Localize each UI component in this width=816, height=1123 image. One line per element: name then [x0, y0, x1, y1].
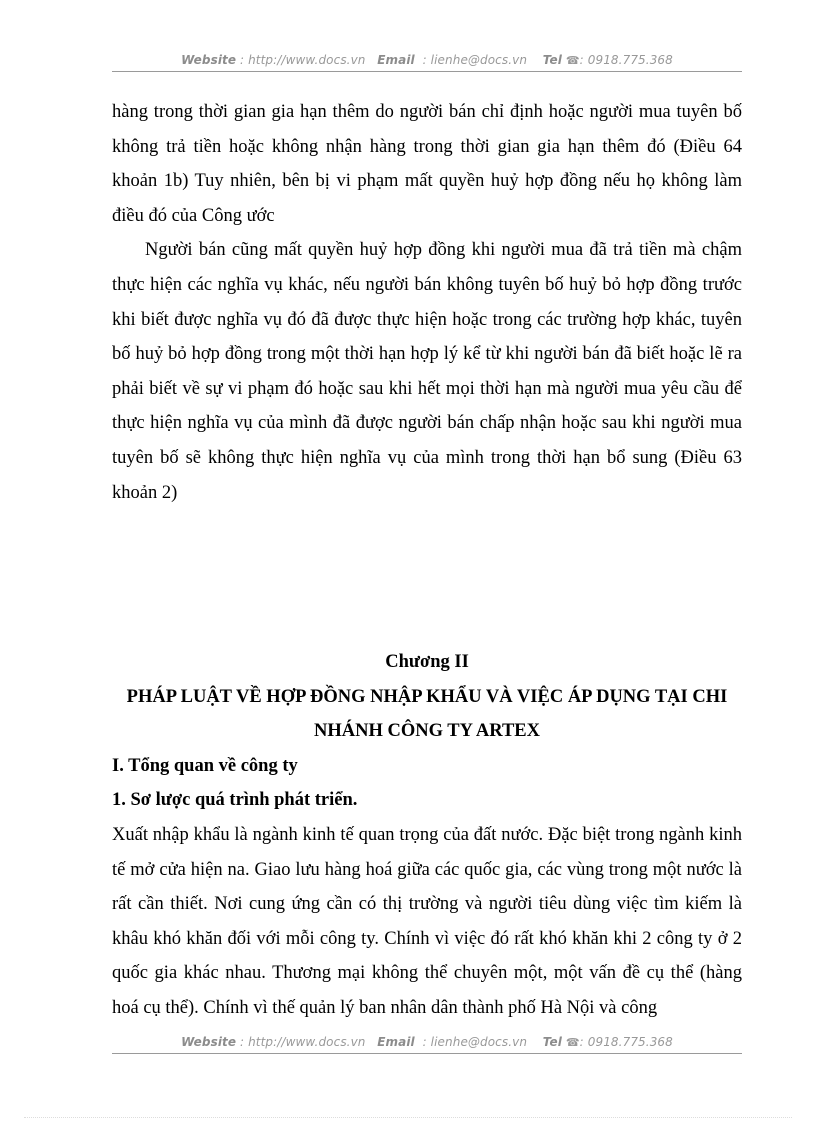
page-footer	[112, 1035, 742, 1049]
footer-email-link[interactable]: : lienhe@docs.vn	[422, 1035, 528, 1049]
paragraph-3: Xuất nhập khẩu là ngành kinh tế quan trọng của đất nước. Đặc biệt trong ngành kinh tế mở cửa hiện na. Giao lưu hàng hoá giữa các quốc gia, các vùng trong một nước là rất cần thiết. Nơi cung ứng cần có thị trường và người tiêu dùng việc tìm kiếm là khâu khó khăn đối với mỗi công ty. Chính vì việc đó rất khó khăn khi 2 công ty ở 2 quốc gia khác nhau. Thương mại không thể chuyên một, một vấn đề cụ thể (hàng hoá cụ thể). Chính vì thế quản lý ban nhân dân thành phố Hà Nội và công	[112, 824, 742, 1018]
chapter-number: Chương II	[385, 652, 469, 672]
footer-website-link[interactable]: : http://www.docs.vn	[240, 1035, 366, 1049]
header-email-link[interactable]: : lienhe@docs.vn	[422, 53, 528, 67]
chapter-block	[112, 645, 742, 1026]
footer-website-label: Website	[181, 1035, 237, 1049]
paragraph-2: Người bán cũng mất quyền huỷ hợp đồng khi người mua đã trả tiền mà chậm thực hiện các nghĩa vụ khác, nếu người bán không tuyên bố huỷ bỏ hợp đồng trước khi biết được nghĩa vụ đó đã được thực hiện hoặc trong các trường hợp khác, tuyên bố huỷ bỏ hợp đồng trong một thời hạn hợp lý kể từ khi người bán đã biết hoặc lẽ ra phải biết về sự vi phạm đó hoặc sau khi hết mọi thời hạn mà người mua yêu cầu để thực hiện nghĩa vụ của mình đã được người bán chấp nhận hoặc sau khi người mua tuyên bố sẽ không thực hiện nghĩa vụ của mình trong thời hạn bổ sung (Điều 63 khoản 2)	[112, 240, 742, 503]
phone-icon: ☎	[565, 1036, 580, 1049]
header-tel-label: Tel	[542, 53, 562, 67]
body-text	[112, 95, 742, 510]
phone-icon: ☎	[565, 54, 580, 67]
chapter-title: PHÁP LUẬT VỀ HỢP ĐỒNG NHẬP KHẨU VÀ VIỆC ÁP DỤNG TẠI CHI NHÁNH CÔNG TY ARTEX	[126, 686, 728, 742]
header-divider	[112, 71, 742, 72]
footer-email-label: Email	[377, 1035, 415, 1049]
paragraph-1: hàng trong thời gian gia hạn thêm do người bán chỉ định hoặc người mua tuyên bố không trả tiền hoặc không nhận hàng trong thời gian gia hạn thêm đó (Điều 64 khoản 1b) Tuy nhiên, bên bị vi phạm mất quyền huỷ hợp đồng nếu họ không làm điều đó của Công ước	[112, 102, 742, 226]
footer-divider	[112, 1053, 742, 1054]
page-header	[112, 53, 742, 67]
footer-tel-value: : 0918.775.368	[579, 1035, 673, 1049]
subsection-heading: 1. Sơ lược quá trình phát triển.	[112, 790, 358, 811]
page-edge-divider	[24, 1117, 792, 1118]
header-tel-value: : 0918.775.368	[579, 53, 673, 67]
header-email-label: Email	[377, 53, 415, 67]
section-heading: I. Tổng quan về công ty	[112, 755, 298, 776]
footer-tel-label: Tel	[542, 1035, 562, 1049]
header-website-link[interactable]: : http://www.docs.vn	[240, 53, 366, 67]
header-website-label: Website	[181, 53, 237, 67]
